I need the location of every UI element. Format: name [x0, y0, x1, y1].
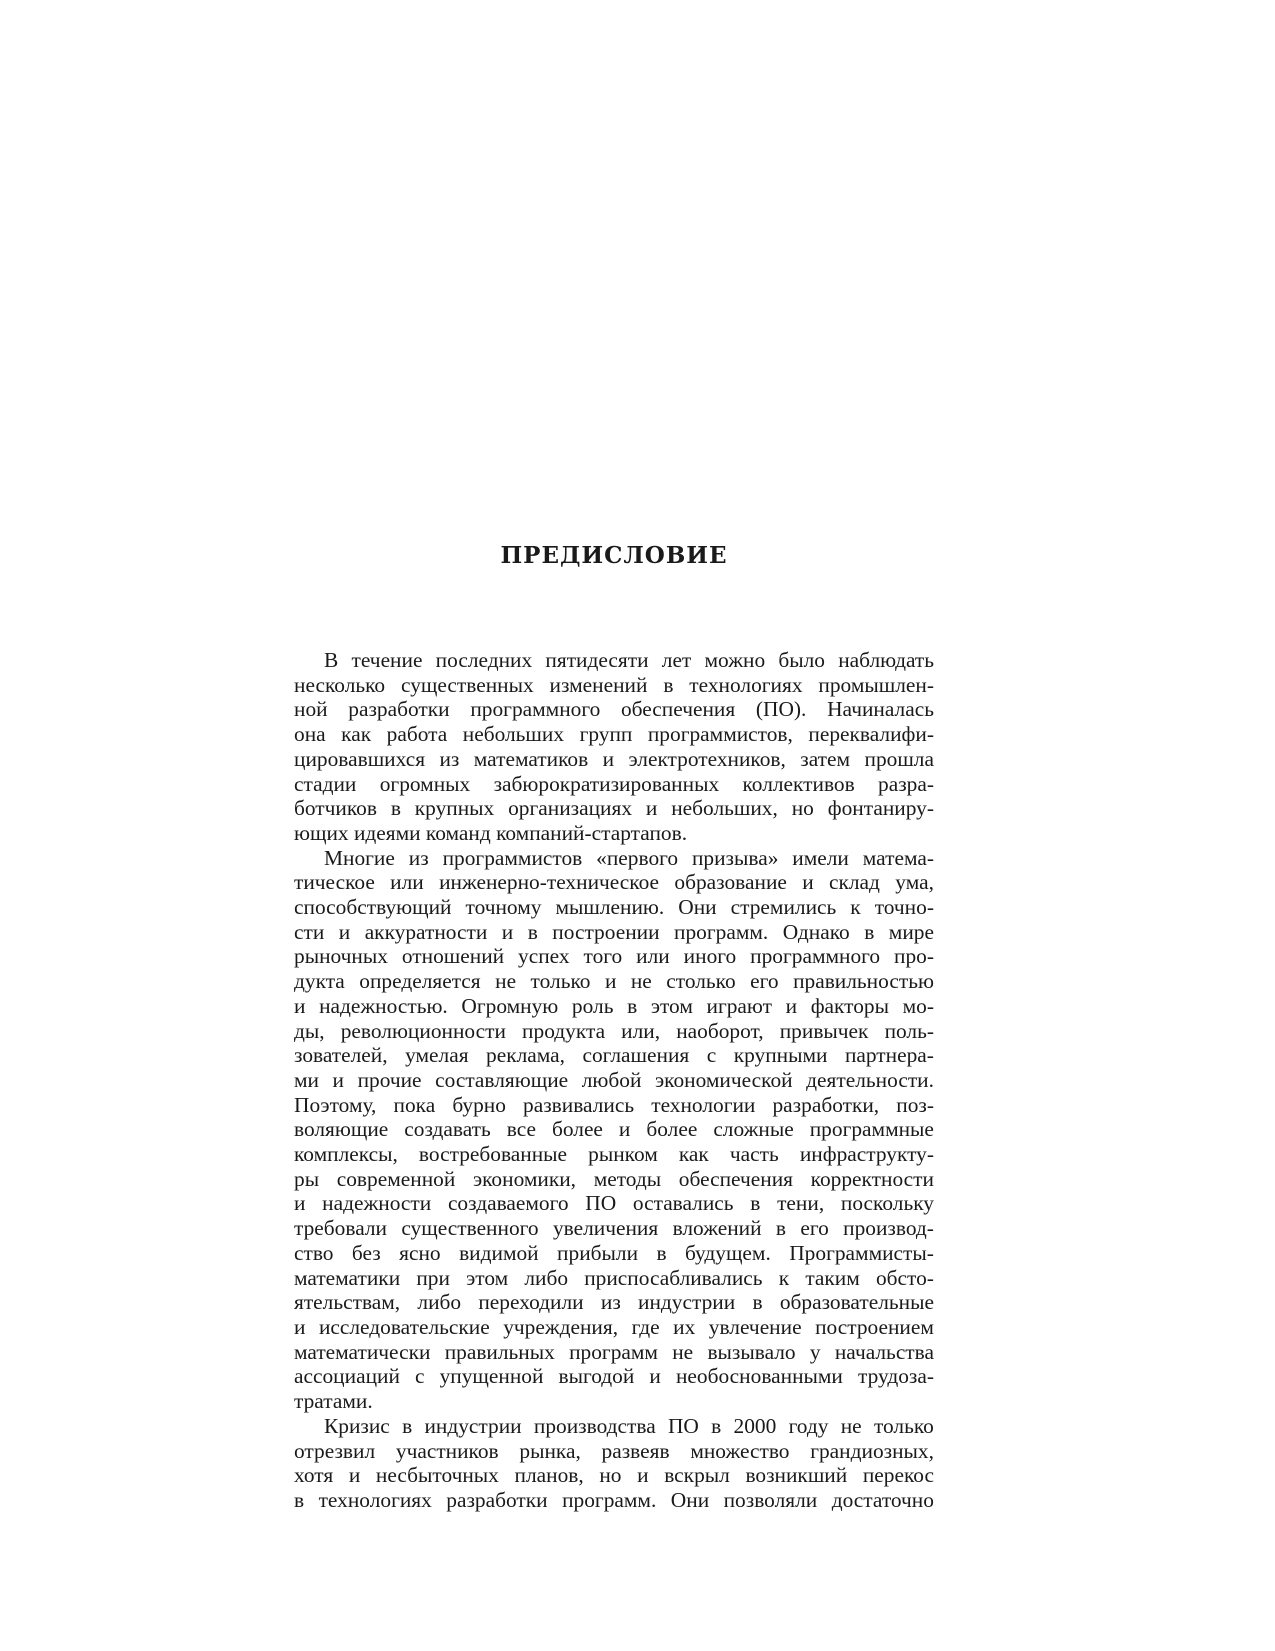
- text-line: ми и прочие составляющие любой экономической деятельности.: [294, 1067, 934, 1092]
- text-line: ры современной экономики, методы обеспечения корректности: [294, 1166, 934, 1191]
- text-line: стадии огромных забюрократизированных коллективов разра-: [294, 771, 934, 796]
- text-line: воляющие создавать все более и более сложные программные: [294, 1117, 934, 1142]
- text-line: в технологиях разработки программ. Они позволяли достаточно: [294, 1487, 934, 1512]
- text-line: комплексы, востребованные рынком как часть инфраструкту-: [294, 1142, 934, 1167]
- text-line: отрезвил участников рынка, развеяв множество грандиозных,: [294, 1438, 934, 1463]
- text-line: ство без ясно видимой прибыли в будущем. Программисты-: [294, 1240, 934, 1265]
- text-line: цировавшихся из математиков и электротехников, затем прошла: [294, 746, 934, 771]
- text-line: сти и аккуратности и в построении программ. Однако в мире: [294, 919, 934, 944]
- text-line: Многие из программистов «первого призыва» имели матема-: [324, 845, 934, 870]
- text-line: тическое или инженерно-техническое образование и склад ума,: [294, 870, 934, 895]
- paragraph-3: [294, 1414, 934, 1513]
- chapter-title: ПРЕДИСЛОВИЕ: [500, 542, 728, 569]
- text-line: и исследовательские учреждения, где их увлечение построением: [294, 1314, 934, 1339]
- text-line: и надежности создаваемого ПО оставались в тени, поскольку: [294, 1191, 934, 1216]
- text-line: ботчиков в крупных организациях и небольших, но фонтаниру-: [294, 796, 934, 821]
- text-line: несколько существенных изменений в технологиях промышлен-: [294, 672, 934, 697]
- text-line: математики при этом либо приспосабливались к таким обсто-: [294, 1265, 934, 1290]
- text-line: тратами.: [294, 1389, 373, 1414]
- text-line: ющих идеями команд компаний-стартапов.: [294, 820, 688, 845]
- text-line: она как работа небольших групп программистов, переквалифи-: [294, 722, 934, 747]
- paragraph-2: [294, 846, 934, 1414]
- text-line: ной разработки программного обеспечения (ПО). Начиналась: [294, 697, 934, 722]
- text-line: и надежностью. Огромную роль в этом играют и факторы мо-: [294, 993, 934, 1018]
- text-line: дукта определяется не только и не столько его правильностью: [294, 969, 934, 994]
- text-line: Поэтому, пока бурно развивались технологии разработки, поз-: [294, 1092, 934, 1117]
- text-line: В течение последних пятидесяти лет можно было наблюдать: [324, 648, 934, 672]
- text-line: способствующий точному мышлению. Они стремились к точно-: [294, 895, 934, 920]
- paragraph-1: [294, 648, 934, 846]
- body-text: [294, 648, 934, 1513]
- text-line: зователей, умелая реклама, соглашения с крупными партнера-: [294, 1043, 934, 1068]
- text-line: требовали существенного увеличения вложений в его производ-: [294, 1216, 934, 1241]
- text-line: рыночных отношений успех того или иного программного про-: [294, 944, 934, 969]
- text-line: Кризис в индустрии производства ПО в 2000 году не только: [324, 1413, 934, 1438]
- text-line: ассоциаций с упущенной выгодой и необоснованными трудоза-: [294, 1364, 934, 1389]
- text-line: математически правильных программ не вызывало у начальства: [294, 1339, 934, 1364]
- text-line: ды, революционности продукта или, наоборот, привычек поль-: [294, 1018, 934, 1043]
- text-line: ятельствам, либо переходили из индустрии в образовательные: [294, 1290, 934, 1315]
- text-line: хотя и несбыточных планов, но и вскрыл возникший перекос: [294, 1463, 934, 1488]
